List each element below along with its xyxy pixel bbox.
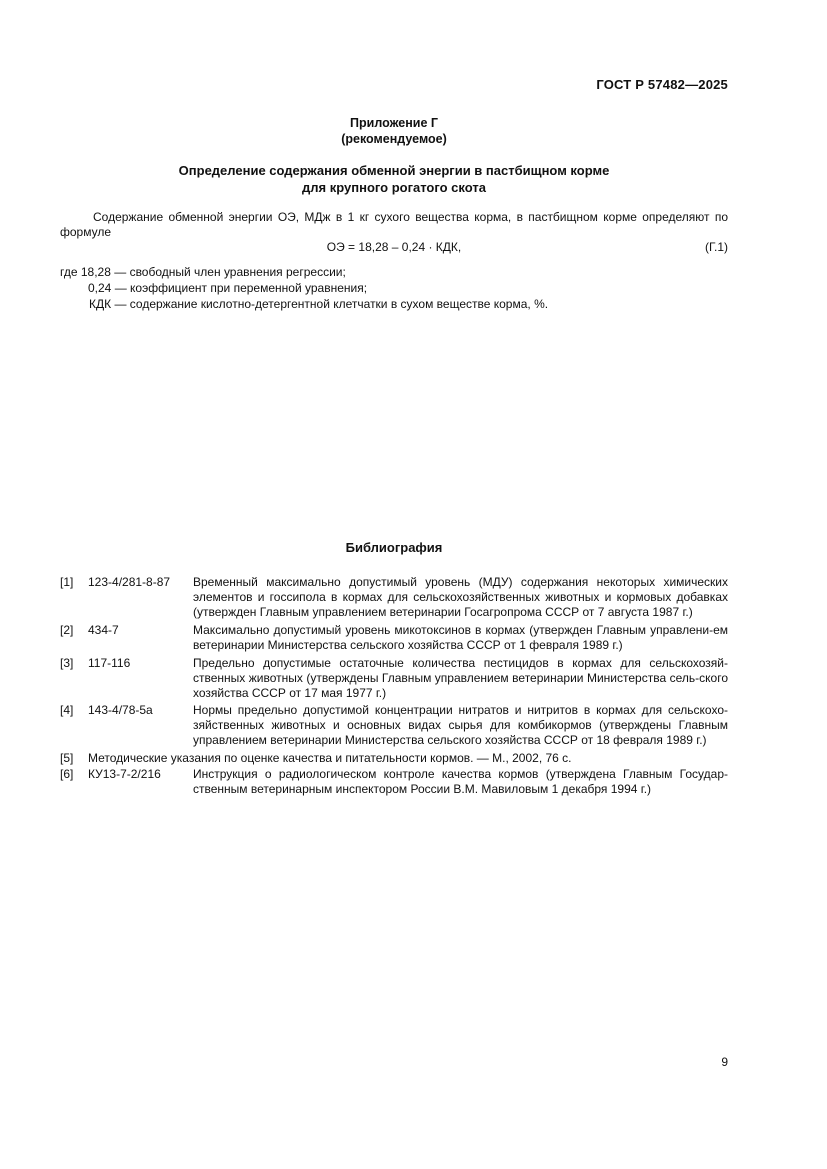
bibliography-entry: [60, 656, 728, 702]
intro-paragraph: Содержание обменной энергии ОЭ, МДж в 1 кг сухого вещества корма, в пастбищном корме определяют по формуле: [60, 210, 728, 239]
appendix-heading-line-2: для крупного рогатого скота: [302, 180, 486, 195]
entry-title: Временный максимально допустимый уровень (МДУ) содержания некоторых химических элементов и госсипола в кормах для сельскохозяйственных животных и кормовых добавках (утвержден Главным управлением ветеринарии Госагропрома СССР от 7 августа 1987 г.): [193, 575, 728, 619]
entry-title: Нормы предельно допустимой концентрации нитратов и нитритов в кормах для сельскохо-зяйственных животных и основных видах сырья для комбикормов (утверждены Главным управлением ветеринарии Министерства сельского хозяйства СССР от 18 февраля 1989 г.): [193, 703, 728, 747]
entry-title: Инструкция о радиологическом контроле качества кормов (утверждена Главным Государ-ственным ветеринарным инспектором России В.М. Мавиловым 1 декабря 1994 г.): [193, 767, 728, 796]
appendix-status: (рекомендуемое): [341, 132, 447, 146]
entry-title: Максимально допустимый уровень микотоксинов в кормах (утвержден Главным управлени-ем ветеринарии Министерства сельского хозяйства СССР от 1 февраля 1989 г.): [193, 623, 728, 652]
where-definition: свободный член уравнения регрессии;: [129, 265, 346, 279]
where-symbol: 0,24: [88, 281, 112, 295]
where-line-2: [88, 281, 728, 296]
formula-number: (Г.1): [704, 240, 728, 254]
bibliography-title: Библиография: [345, 540, 443, 555]
entry-number: [1]: [60, 575, 74, 589]
formula: ОЭ = 18,28 – 0,24 · КДК,: [326, 240, 462, 254]
where-line-3: [89, 297, 728, 312]
entry-title: Методические указания по оценке качества и питательности кормов. — М., 2002, 76 с.: [88, 751, 572, 765]
where-line-1: [60, 265, 728, 280]
formula-row: [60, 240, 728, 256]
entry-number: [6]: [60, 767, 74, 781]
entry-code: 143-4/78-5а: [88, 703, 153, 717]
entry-number: [4]: [60, 703, 74, 717]
where-dash: —: [111, 297, 130, 311]
appendix-heading: [60, 162, 728, 196]
where-symbol: КДК: [89, 297, 112, 311]
where-definition: коэффициент при переменной уравнения;: [130, 281, 368, 295]
bibliography-entry: [60, 575, 728, 621]
where-symbol: 18,28: [80, 265, 111, 279]
where-dash: —: [110, 265, 130, 279]
where-dash: —: [111, 281, 131, 295]
bibliography-entry: [60, 623, 728, 654]
entry-code: 434-7: [88, 623, 119, 637]
where-prefix: где: [60, 265, 81, 279]
entry-code: КУ13-7-2/216: [88, 767, 161, 781]
entry-number: [5]: [60, 751, 74, 765]
entry-title: Предельно допустимые остаточные количества пестицидов в кормах для сельскохозяй-ственных животных (утверждены Главным управлением ветеринарии Министерства сель-ского хозяйства СССР от 17 мая 1977 г.): [193, 656, 728, 700]
bibliography-entry: [60, 767, 728, 798]
appendix-heading-line-1: Определение содержания обменной энергии в пастбищном корме: [178, 163, 610, 178]
document-code: ГОСТ Р 57482—2025: [596, 77, 728, 92]
entry-number: [3]: [60, 656, 74, 670]
entry-code: 117-116: [88, 656, 131, 670]
page-number: 9: [721, 1055, 728, 1069]
bibliography-entry: [60, 751, 728, 766]
entry-code: 123-4/281-8-87: [88, 575, 171, 589]
bibliography-entry: [60, 703, 728, 749]
appendix-title: Приложение Г: [350, 116, 438, 130]
entry-number: [2]: [60, 623, 74, 637]
appendix-title-block: [60, 115, 728, 147]
where-definition: содержание кислотно-детергентной клетчатки в сухом веществе корма, %.: [129, 297, 549, 311]
